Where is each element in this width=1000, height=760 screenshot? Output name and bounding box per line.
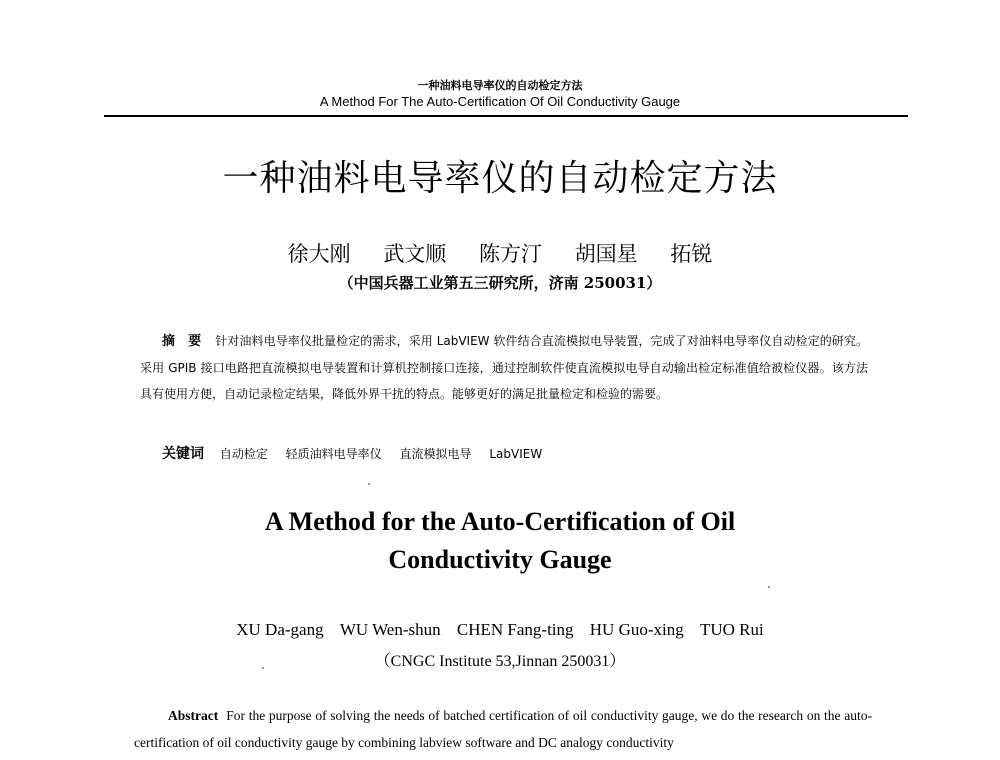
- paper-title-en-line1: A Method for the Auto-Certification of Oil: [264, 507, 736, 536]
- author-cn: 武文顺: [383, 242, 447, 266]
- author-en: TUO Rui: [699, 620, 764, 639]
- keyword: 自动检定: [219, 447, 268, 461]
- abstract-label-cn: 摘 要: [162, 334, 202, 349]
- header-rule: [104, 115, 908, 117]
- abstract-label-en: Abstract: [168, 708, 219, 723]
- paper-title-en-line2: Conductivity Gauge: [388, 545, 612, 574]
- author-cn: 胡国星: [574, 242, 638, 266]
- scan-speck: [368, 483, 370, 485]
- keywords-cn: [162, 443, 556, 463]
- paper-title-cn: 一种油料电导率仪的自动检定方法: [222, 158, 778, 199]
- author-en: HU Guo-xing: [589, 620, 684, 639]
- affiliation-cn: （中国兵器工业第五三研究所，济南 250031）: [338, 274, 662, 292]
- paper-title-en: [0, 503, 1000, 579]
- author-en: XU Da-gang: [236, 620, 324, 639]
- abstract-text-cn: 针对油料电导率仪批量检定的需求，采用 LabVIEW 软件结合直流模拟电导装置，完成了对油料电导率仪自动检定的研究。采用 GPIB 接口电路把直流模拟电导装置和计算机控制接口连接，通过控制软件使直流模拟电导自动输出检定标准值给被检仪器。该方法具有使用方便，自动记录检定结果，降低外界干扰的特点。能够更好的满足批量检定和检验的需要。: [140, 334, 868, 401]
- authors-en: [0, 620, 1000, 640]
- scan-speck: [262, 667, 264, 669]
- keyword: LabVIEW: [489, 447, 543, 461]
- author-en: CHEN Fang-ting: [456, 620, 574, 639]
- abstract-text-en: For the purpose of solving the needs of batched certification of oil conductivity gauge, we do the research on the auto-certification of oil conductivity gauge by combining labview software and DC analogy conductivity: [134, 708, 872, 750]
- abstract-en: [134, 702, 872, 756]
- authors-cn: [0, 238, 1000, 268]
- keywords-label-cn: 关键词: [162, 446, 204, 462]
- author-cn: 徐大刚: [287, 242, 351, 266]
- affiliation-en: （CNGC Institute 53,Jinnan 250031）: [374, 653, 626, 670]
- author-cn: 拓锐: [670, 242, 713, 266]
- author-cn: 陈方汀: [479, 242, 542, 266]
- running-header-en: A Method For The Auto-Certification Of Oil Conductivity Gauge: [319, 94, 681, 109]
- keyword: 轻质油料电导率仪: [285, 447, 382, 461]
- scan-speck: [768, 586, 770, 588]
- keyword: 直流模拟电导: [399, 447, 472, 461]
- running-header-cn: 一种油料电导率仪的自动检定方法: [417, 79, 583, 92]
- abstract-cn: [140, 328, 868, 407]
- author-en: WU Wen-shun: [339, 620, 441, 639]
